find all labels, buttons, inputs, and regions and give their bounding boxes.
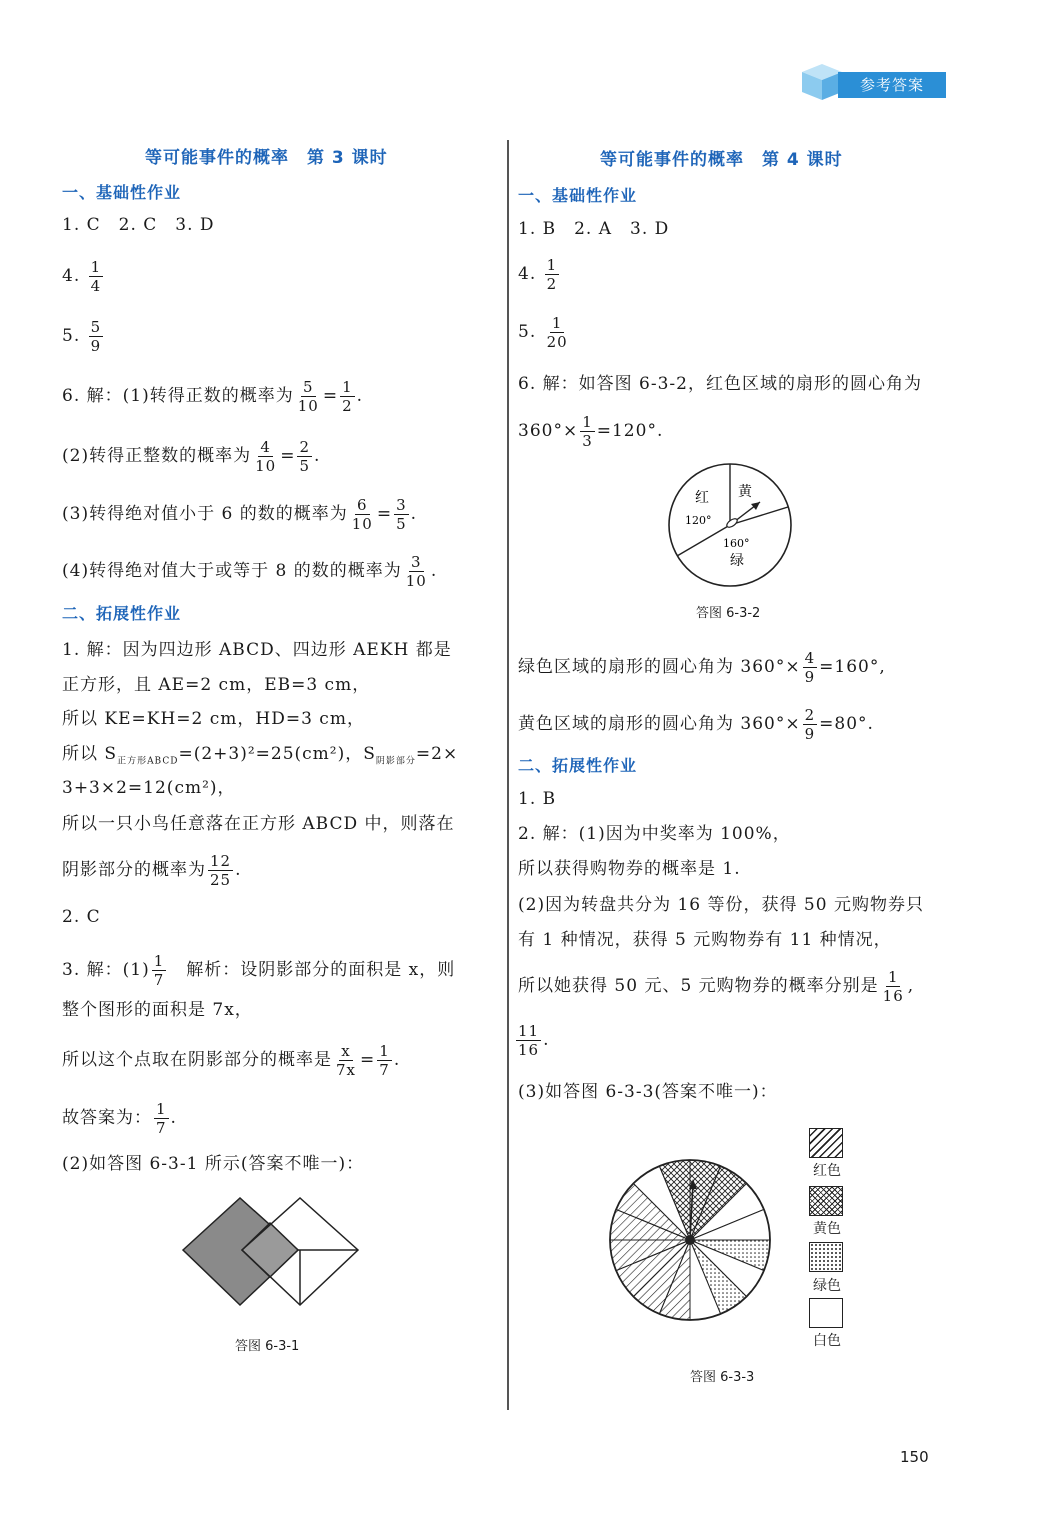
den: 25 (210, 871, 232, 889)
right-e2-line4: 有 1 种情况，获得 5 元购物券有 11 种情况， (518, 930, 892, 950)
num: 1 (551, 314, 563, 332)
wheel-hub (685, 1235, 695, 1245)
t: . (543, 1030, 550, 1050)
figure-caption-6-3-1: 答图 6-3-1 (235, 1339, 300, 1354)
left-answers-1-3: 1. C 2. C 3. D (62, 215, 215, 235)
pie-label-green: 绿 (730, 553, 744, 569)
eq: = (322, 386, 339, 406)
sub: 阴影部分 (375, 756, 416, 767)
text: (2)转得正整数的概率为 (62, 446, 252, 466)
end: . (410, 504, 418, 524)
left-q6-2 (62, 438, 320, 475)
eq: = (360, 1050, 376, 1070)
den: 2 (546, 275, 558, 293)
num: 2 (804, 706, 816, 724)
left-e3-line5: (2)如答图 6-3-1 所示(答案不唯一)： (62, 1154, 365, 1174)
den: 3 (582, 432, 593, 450)
den: 9 (804, 668, 816, 686)
den: 2 (342, 397, 353, 415)
den: 9 (804, 725, 816, 743)
figure-caption-6-3-2: 答图 6-3-2 (696, 606, 761, 621)
left-e1-line3: 所以 KE=KH=2 cm，HD=3 cm， (62, 709, 365, 729)
end: . (313, 446, 321, 466)
text: (3)转得绝对值小于 6 的数的概率为 (62, 504, 348, 524)
frac (404, 553, 429, 590)
column-divider (507, 140, 509, 1410)
left-e1-line4 (62, 742, 458, 773)
frac (803, 706, 818, 743)
text: (4)转得绝对值大于或等于 8 的数的概率为 (62, 561, 402, 581)
den: 5 (396, 515, 407, 533)
frac (340, 378, 355, 415)
left-q6-1 (62, 378, 363, 415)
right-e2-line5 (518, 968, 914, 1005)
right-answers-1-3: 1. B 2. A 3. D (518, 219, 670, 239)
end: . (235, 860, 242, 880)
sector-line-right (730, 507, 788, 525)
t: 绿色区域的扇形的圆心角为 360°× (518, 657, 801, 677)
figure-6-3-2-pie (665, 460, 795, 590)
left-e1-line5: 3+3×2=12(cm²)， (62, 778, 236, 798)
pie-label-red-angle: 120° (685, 514, 712, 527)
left-q6-4 (62, 553, 437, 590)
t: 所以这个点取在阴影部分的概率是 (62, 1050, 332, 1070)
num: 12 (210, 852, 232, 870)
t: 黄色区域的扇形的圆心角为 360°× (518, 714, 801, 734)
frac (334, 1042, 358, 1079)
num: 1 (546, 256, 558, 274)
t: =120°. (596, 421, 664, 441)
right-section-extended: 二、拓展性作业 (518, 756, 638, 775)
figure-6-3-3-wheel (605, 1155, 775, 1325)
pie-label-yellow: 黄 (738, 484, 752, 500)
right-q4 (518, 256, 561, 293)
spinner-hub (725, 517, 738, 529)
den: 7x (336, 1061, 357, 1079)
frac (516, 1022, 541, 1059)
den: 7 (153, 971, 165, 989)
q4-prefix: 4. (62, 266, 81, 286)
pie-label-red: 红 (695, 490, 709, 506)
right-q6-line1: 6. 解：如答图 6-3-2，红色区域的扇形的圆心角为 (518, 374, 922, 394)
den: 10 (297, 397, 319, 415)
right-e2-line1: 2. 解：(1)因为中奖率为 100%， (518, 824, 791, 844)
end: . (393, 1050, 401, 1070)
q5-prefix: 5. (518, 322, 537, 342)
right-section-basic: 一、基础性作业 (518, 186, 638, 205)
left-e1-line7 (62, 852, 242, 889)
left-e1-line1: 1. 解：因为四边形 ABCD、四边形 AEKH 都是 (62, 640, 452, 660)
num: 5 (90, 318, 102, 336)
left-q6-3 (62, 496, 417, 533)
frac (297, 438, 312, 475)
num: 2 (299, 438, 310, 456)
den: 7 (379, 1061, 390, 1079)
num: 1 (156, 1100, 167, 1118)
den: 9 (90, 337, 102, 355)
t: =2× (415, 744, 459, 764)
legend-yellow: 黄色 (813, 1221, 841, 1237)
header-badge-label: 参考答案 (838, 72, 946, 98)
frac (881, 968, 906, 1005)
left-section-basic: 一、基础性作业 (62, 183, 182, 202)
figure-caption-6-3-3: 答图 6-3-3 (690, 1370, 755, 1385)
left-section-extended: 二、拓展性作业 (62, 604, 182, 623)
num: 3 (410, 553, 422, 571)
legend-red: 红色 (813, 1163, 841, 1179)
right-e2-line2: 所以获得购物券的概率是 1. (518, 859, 741, 879)
legend-swatch-red (809, 1128, 843, 1158)
t: 阴影部分的概率为 (62, 860, 206, 880)
end: . (170, 1108, 177, 1128)
num: 4 (804, 649, 816, 667)
frac (394, 496, 409, 533)
q5-fraction (89, 318, 104, 355)
den: 5 (299, 457, 310, 475)
left-e3-line4 (62, 1100, 177, 1137)
q4-fraction (545, 256, 560, 293)
num: 1 (153, 952, 165, 970)
legend-swatch-yellow (809, 1186, 843, 1216)
frac (580, 413, 595, 450)
t: 解析：设阴影部分的面积是 x，则 (168, 960, 456, 980)
num: 4 (260, 438, 271, 456)
den: 7 (156, 1119, 167, 1137)
frac (803, 649, 818, 686)
q5-prefix: 5. (62, 326, 81, 346)
right-e2-line7: (3)如答图 6-3-3(答案不唯一)： (518, 1082, 778, 1102)
t: 3. 解：(1) (62, 960, 150, 980)
den: 16 (882, 987, 904, 1005)
left-e3-line2: 整个图形的面积是 7x， (62, 1000, 253, 1020)
frac (296, 378, 321, 415)
t: =80°. (819, 714, 874, 734)
right-q5 (518, 314, 572, 351)
num: 5 (302, 378, 314, 396)
left-e3-line1 (62, 952, 455, 989)
eq: = (280, 446, 296, 466)
den: 16 (518, 1041, 540, 1059)
num: 1 (90, 258, 102, 276)
page-number: 150 (900, 1448, 929, 1466)
arrow-head-icon (751, 502, 760, 510)
num: 1 (342, 378, 353, 396)
t: 360°× (518, 421, 579, 441)
eq: = (376, 504, 393, 524)
t: =(2+3)²=25(cm²)，S (178, 744, 376, 764)
q4-prefix: 4. (518, 264, 537, 284)
right-e2-line6 (514, 1022, 550, 1059)
frac (152, 952, 167, 989)
num: x (341, 1042, 351, 1060)
legend-swatch-white (809, 1298, 843, 1328)
text: 6. 解：(1)转得正数的概率为 (62, 386, 294, 406)
left-e3-line3 (62, 1042, 400, 1079)
end: . (430, 561, 438, 581)
pie-label-green-angle: 160° (723, 537, 750, 550)
frac (154, 1100, 169, 1137)
right-e2-line3: (2)因为转盘共分为 16 等份，获得 50 元购物券只 (518, 895, 924, 915)
den: 10 (351, 515, 373, 533)
left-e2: 2. C (62, 907, 101, 927)
sub: 正方形ABCD (117, 756, 179, 767)
q5-fraction (545, 314, 570, 351)
right-yellow-angle (518, 706, 874, 743)
t: =160°, (819, 657, 886, 677)
den: 10 (405, 572, 427, 590)
left-q4 (62, 258, 105, 295)
right-e1: 1. B (518, 789, 557, 809)
frac (253, 438, 278, 475)
right-q6-line2 (518, 413, 663, 450)
num: 11 (518, 1022, 540, 1040)
right-green-angle (518, 649, 886, 686)
q4-fraction (89, 258, 104, 295)
legend-white: 白色 (813, 1333, 841, 1349)
right-title: 等可能事件的概率 第 4 课时 (600, 150, 843, 170)
legend-green: 绿色 (813, 1278, 841, 1294)
legend-swatch-green (809, 1242, 843, 1272)
num: 1 (887, 968, 899, 986)
left-e1-line6: 所以一只小鸟任意落在正方形 ABCD 中，则落在 (62, 814, 455, 834)
t: 所以 S (62, 744, 118, 764)
end: . (356, 386, 364, 406)
t: 故答案为： (62, 1108, 152, 1128)
num: 3 (396, 496, 407, 514)
t: , (907, 976, 915, 996)
frac (350, 496, 375, 533)
frac (208, 852, 233, 889)
num: 1 (379, 1042, 390, 1060)
den: 10 (255, 457, 277, 475)
frac (377, 1042, 392, 1079)
left-e1-line2: 正方形，且 AE=2 cm，EB=3 cm， (62, 675, 371, 695)
num: 1 (582, 413, 593, 431)
figure-6-3-1 (180, 1195, 365, 1315)
num: 6 (356, 496, 368, 514)
left-title: 等可能事件的概率 第 3 课时 (145, 148, 388, 168)
den: 4 (90, 277, 102, 295)
left-q5 (62, 318, 105, 355)
den: 20 (546, 333, 568, 351)
t: 所以她获得 50 元、5 元购物券的概率分别是 (518, 976, 879, 996)
